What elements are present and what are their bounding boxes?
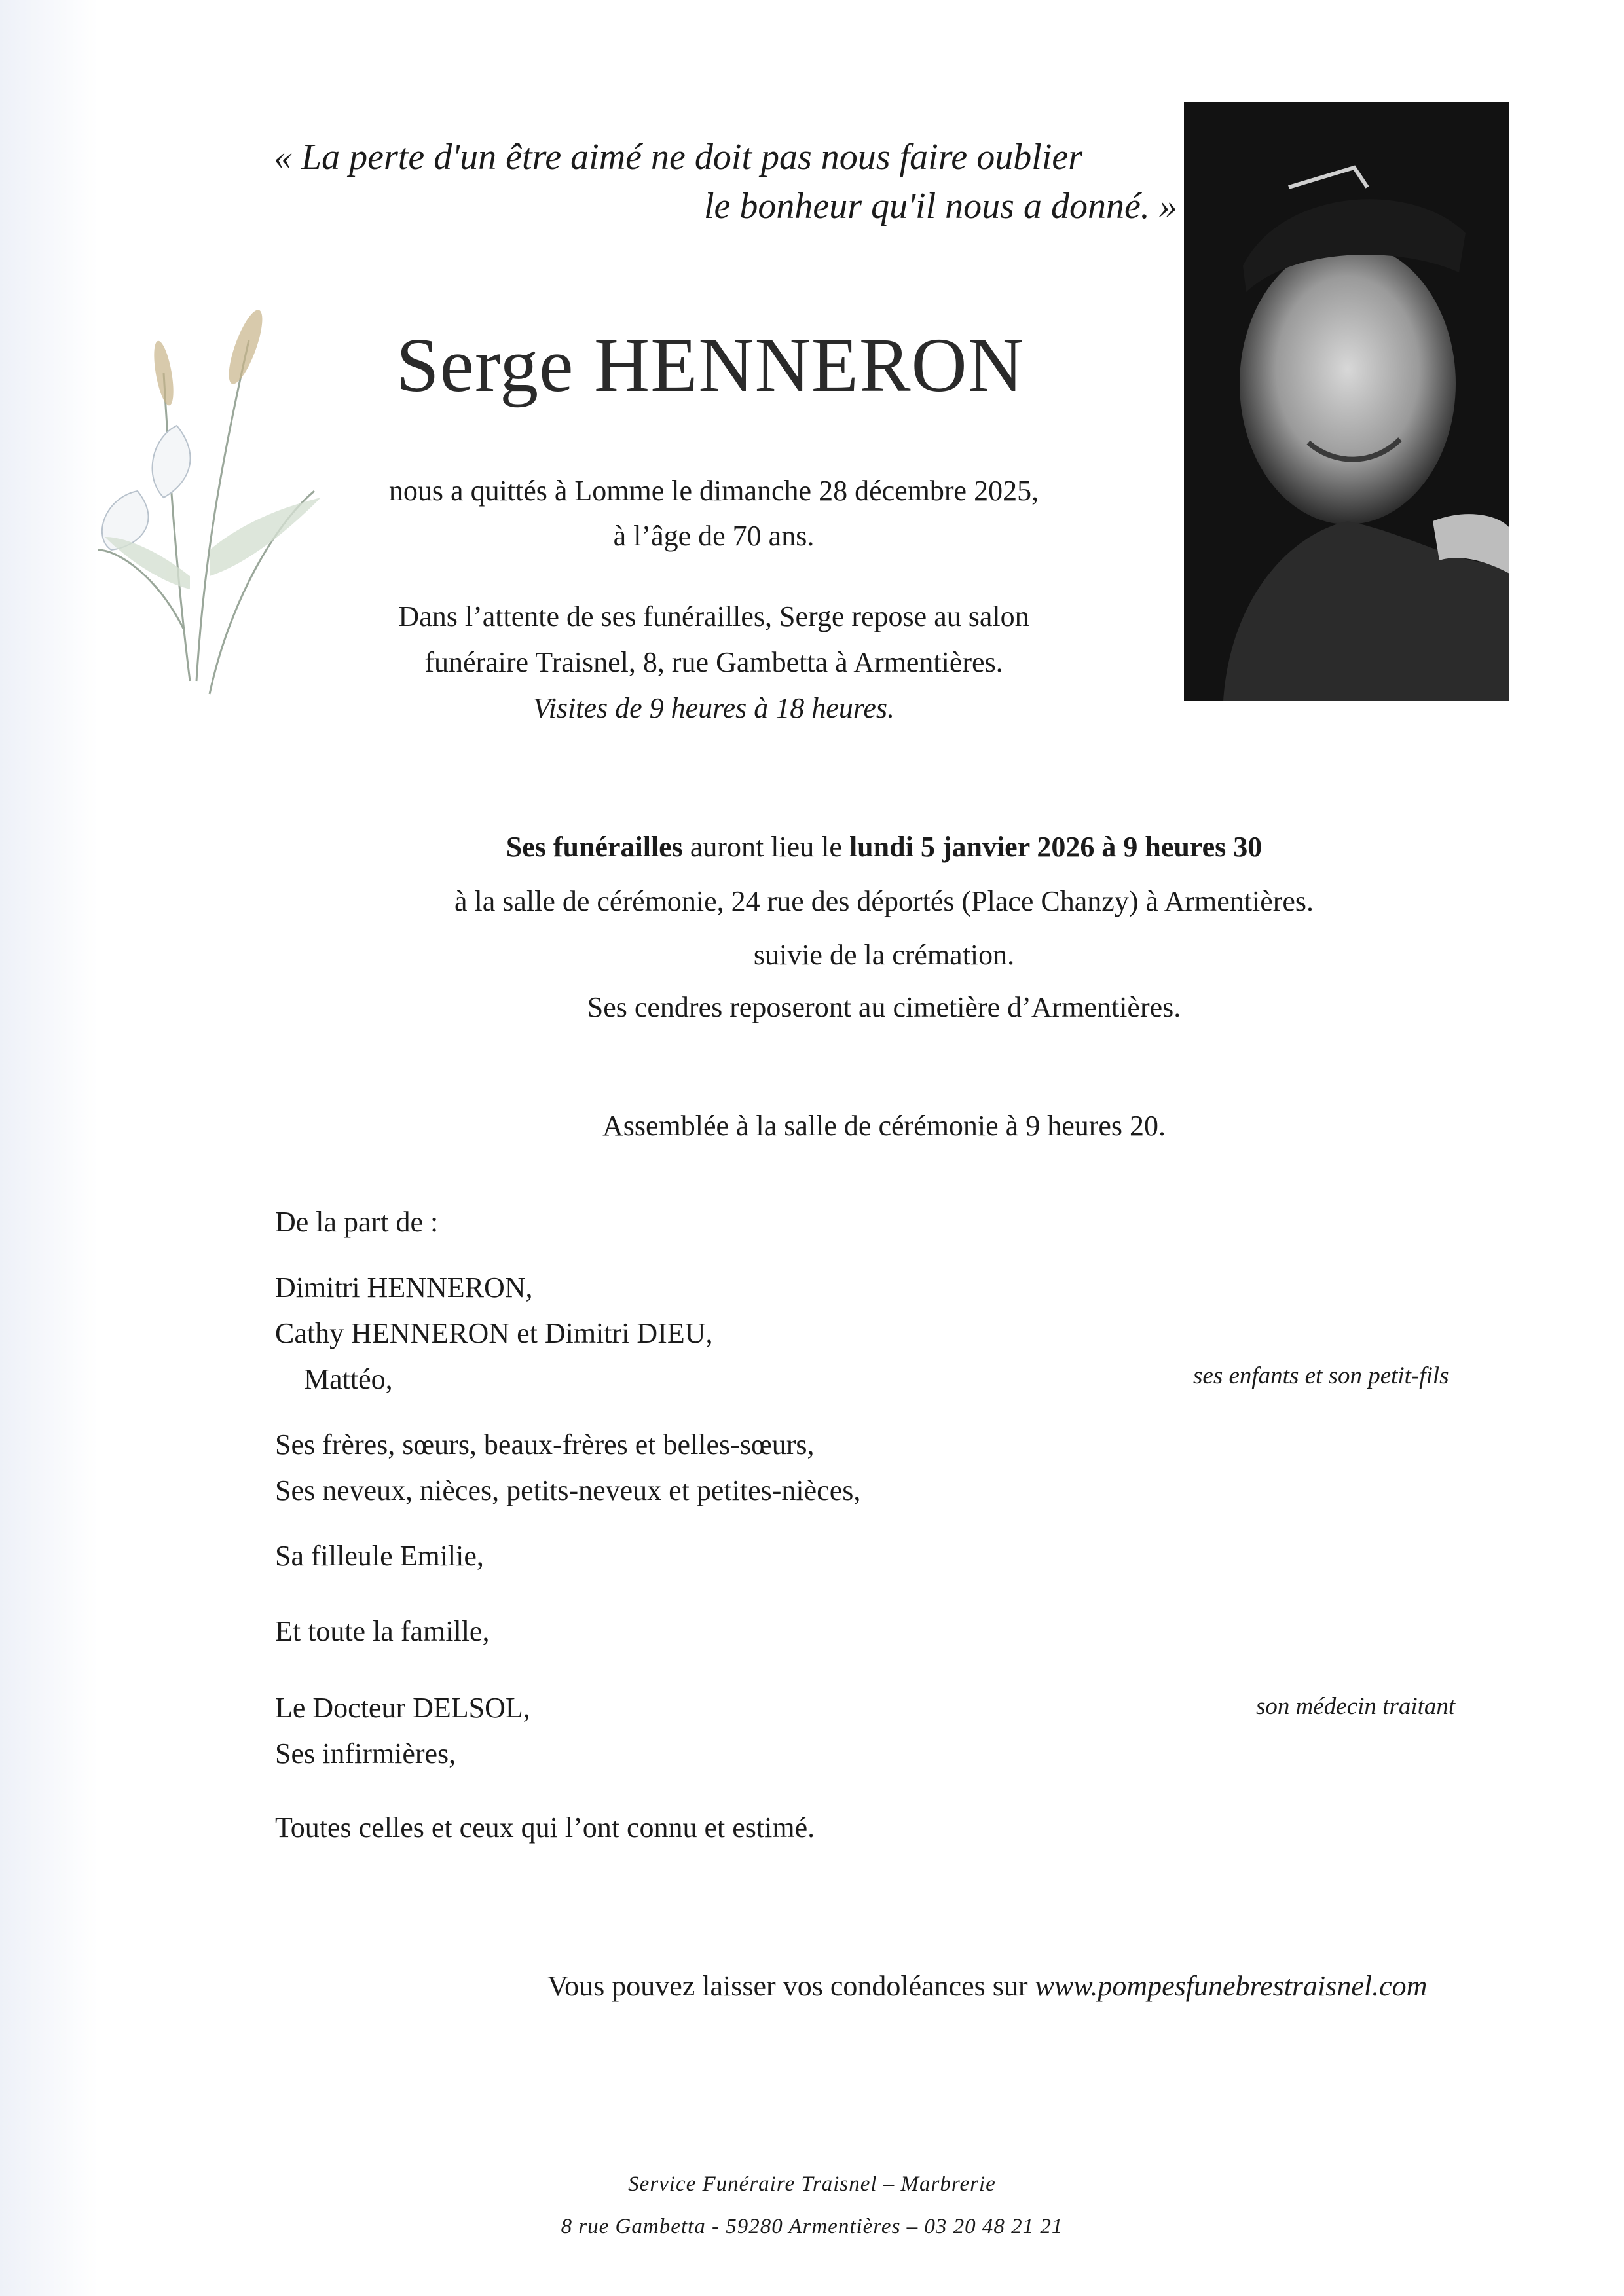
- doctor-relation: son médecin traitant: [1256, 1693, 1456, 1720]
- nephews-line: Ses neveux, nièces, petits-neveux et petites-nièces,: [275, 1474, 861, 1506]
- grandchild: Mattéo,: [304, 1363, 393, 1395]
- lily-wheat-illustration: [79, 210, 327, 707]
- family-intro: De la part de :: [275, 1206, 439, 1238]
- visiting-hours: Visites de 9 heures à 18 heures.: [533, 692, 895, 724]
- children-relation: ses enfants et son petit-fils: [1193, 1362, 1449, 1389]
- repose-line-1: Dans l’attente de ses funérailles, Serge repose au salon: [398, 600, 1029, 632]
- ashes-line: Ses cendres reposeront au cimetière d’Armentières.: [587, 991, 1181, 1023]
- cremation-line: suivie de la crémation.: [753, 939, 1015, 971]
- condolences-line: [547, 1972, 1427, 2001]
- child-2: Cathy HENNERON et Dimitri DIEU,: [275, 1317, 713, 1349]
- deceased-name: Serge HENNERON: [396, 322, 1024, 408]
- funeral-label: Ses funérailles: [506, 831, 683, 863]
- assembly-line: Assemblée à la salle de cérémonie à 9 heures 20.: [602, 1110, 1166, 1142]
- death-announcement-line-1: nous a quittés à Lomme le dimanche 28 décembre 2025,: [388, 475, 1039, 507]
- family-line: Et toute la famille,: [275, 1615, 490, 1647]
- funeral-datetime: lundi 5 janvier 2026 à 9 heures 30: [849, 831, 1263, 863]
- acquaintances-line: Toutes celles et ceux qui l’ont connu et estimé.: [275, 1812, 815, 1844]
- condolences-text: Vous pouvez laisser vos condoléances sur: [547, 1970, 1035, 2002]
- footer-company: Service Funéraire Traisnel – Marbrerie: [628, 2172, 996, 2196]
- epigraph-line-2: le bonheur qu'il nous a donné. »: [704, 186, 1177, 227]
- goddaughter-line: Sa filleule Emilie,: [275, 1540, 484, 1572]
- repose-line-2: funéraire Traisnel, 8, rue Gambetta à Armentières.: [424, 646, 1003, 678]
- child-1: Dimitri HENNERON,: [275, 1271, 533, 1303]
- siblings-line: Ses frères, sœurs, beaux-frères et belles-sœurs,: [275, 1429, 815, 1461]
- footer-address: 8 rue Gambetta - 59280 Armentières – 03 20 48 21 21: [561, 2215, 1063, 2238]
- doctor-line: Le Docteur DELSOL,: [275, 1692, 530, 1724]
- epigraph-line-1: « La perte d'un être aimé ne doit pas nous faire oublier: [274, 137, 1083, 177]
- funeral-text: auront lieu le: [682, 831, 849, 863]
- funeral-date-line: [0, 833, 1624, 862]
- funeral-location: à la salle de cérémonie, 24 rue des déportés (Place Chanzy) à Armentières.: [454, 885, 1314, 917]
- nurses-line: Ses infirmières,: [275, 1738, 456, 1770]
- death-announcement-line-2: à l’âge de 70 ans.: [613, 520, 815, 552]
- condolences-url[interactable]: www.pompesfunebrestraisnel.com: [1035, 1970, 1428, 2002]
